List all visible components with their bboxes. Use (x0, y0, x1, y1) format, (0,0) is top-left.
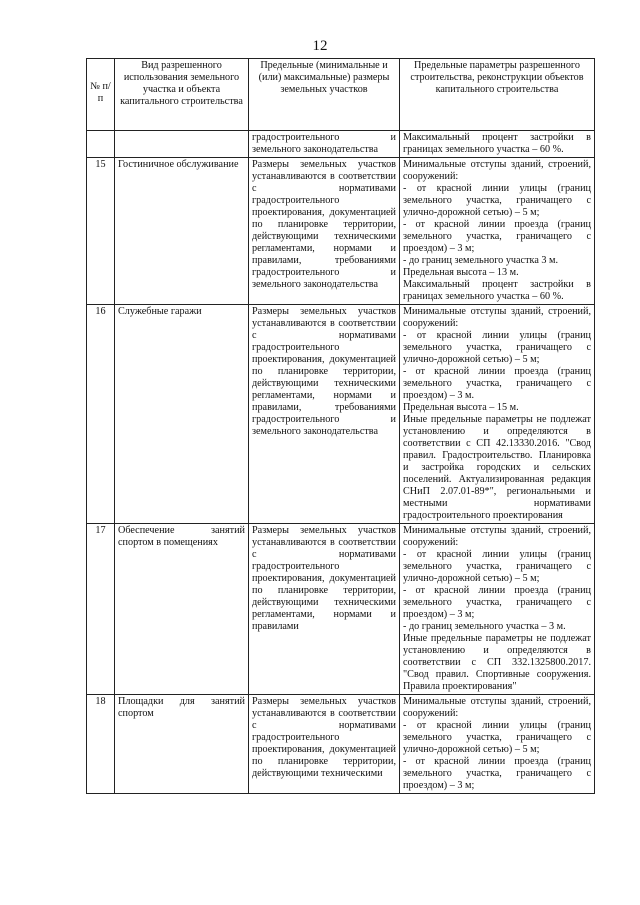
param-line: - от красной линии проезда (границ земельного участка, граничащего с проездом) – 3 м; (403, 219, 591, 254)
param-line: Максимальный процент застройки в границах земельного участка – 60 %. (403, 279, 591, 302)
table-row (87, 524, 595, 695)
table-row (87, 695, 595, 794)
param-line: - от красной линии проезда (границ земельного участка, граничащего с проездом) – 3 м; (403, 756, 591, 791)
param-line: Минимальные отступы зданий, строений, сооружений: (403, 525, 591, 548)
cell-number: 16 (87, 305, 115, 524)
cell-number: 15 (87, 158, 115, 305)
header-size: Предельные (минимальные и (или) максимальные) размеры земельных участков (249, 59, 400, 131)
cell-number: 17 (87, 524, 115, 695)
cell-params (400, 305, 595, 524)
param-line: - от красной линии улицы (границ земельного участка, граничащего с улично-дорожной сетью) – 5 м; (403, 330, 591, 365)
param-line: - от красной линии проезда (границ земельного участка, граничащего с проездом) – 3 м. (403, 366, 591, 401)
param-line: Иные предельные параметры не подлежат установлению и определяются в соответствии с СП 42.13330.2016. "Свод правил. Градостроительство. Планировка и застройка городских и сельских поселений. Актуализированная редакция СНиП 2.07.01-89*", региональными и местными нормативами градостроительного проектирования (403, 414, 591, 521)
cell-params (400, 524, 595, 695)
header-use: Вид разрешенного использования земельного участка и объекта капитального строительства (115, 59, 249, 131)
cell-use: Служебные гаражи (115, 305, 249, 524)
param-line: - от красной линии улицы (границ земельного участка, граничащего с улично-дорожной сетью) – 5 м; (403, 549, 591, 584)
cell-use: Площадки для занятий спортом (115, 695, 249, 794)
param-line: Предельная высота – 15 м. (403, 402, 519, 413)
param-line: - до границ земельного участка 3 м. (403, 255, 559, 266)
param-line: Предельная высота – 13 м. (403, 267, 519, 278)
param-line: Минимальные отступы зданий, строений, сооружений: (403, 696, 591, 719)
cell-use: Гостиничное обслуживание (115, 158, 249, 305)
cell-size: Размеры земельных участков устанавливаются в соответствии с нормативами градостроительного проектирования, документацией по планировке территории, действующими техническими регламентами, нормами и правилами, требованиями градостроительного и земельного законодательства (249, 305, 400, 524)
param-line: - до границ земельного участка – 3 м. (403, 621, 566, 632)
param-line: - от красной линии проезда (границ земельного участка, граничащего с проездом) – 3 м; (403, 585, 591, 620)
cell-size: Размеры земельных участков устанавливаются в соответствии с нормативами градостроительного проектирования, документацией по планировке территории, действующими техническими регламентами, нормами и правилами, требованиями градостроительного и земельного законодательства (249, 158, 400, 305)
param-line: Минимальные отступы зданий, строений, сооружений: (403, 159, 591, 182)
table-header-row (87, 59, 595, 131)
cell-number: 18 (87, 695, 115, 794)
cell-use: Обеспечение занятий спортом в помещениях (115, 524, 249, 695)
cell-size: Размеры земельных участков устанавливаются в соответствии с нормативами градостроительного проектирования, документацией по планировке территории, действующими техническими регламентами, нормами и правилами (249, 524, 400, 695)
regulations-table (86, 58, 595, 794)
table-row (87, 158, 595, 305)
table-row-continuation (87, 131, 595, 158)
header-number: № п/п (87, 59, 115, 131)
param-line: - от красной линии улицы (границ земельного участка, граничащего с улично-дорожной сетью) – 5 м; (403, 720, 591, 755)
cell-params (400, 158, 595, 305)
param-line: - от красной линии улицы (границ земельного участка, граничащего с улично-дорожной сетью) – 5 м; (403, 183, 591, 218)
cell-size-cont: градостроительного и земельного законодательства (249, 131, 400, 158)
cell-empty (87, 131, 115, 158)
table-row (87, 305, 595, 524)
cell-params-cont: Максимальный процент застройки в границах земельного участка – 60 %. (400, 131, 595, 158)
cell-size: Размеры земельных участков устанавливаются в соответствии с нормативами градостроительного проектирования, документацией по планировке территории, действующими техническими (249, 695, 400, 794)
page-number: 12 (312, 38, 328, 54)
cell-empty (115, 131, 249, 158)
cell-params (400, 695, 595, 794)
param-line: Иные предельные параметры не подлежат установлению и определяются в соответствии с СП 332.1325800.2017. "Свод правил. Спортивные сооружения. Правила проектирования" (403, 633, 591, 692)
param-line: Минимальные отступы зданий, строений, сооружений: (403, 306, 591, 329)
header-params: Предельные параметры разрешенного строительства, реконструкции объектов капитального строительства (400, 59, 595, 131)
